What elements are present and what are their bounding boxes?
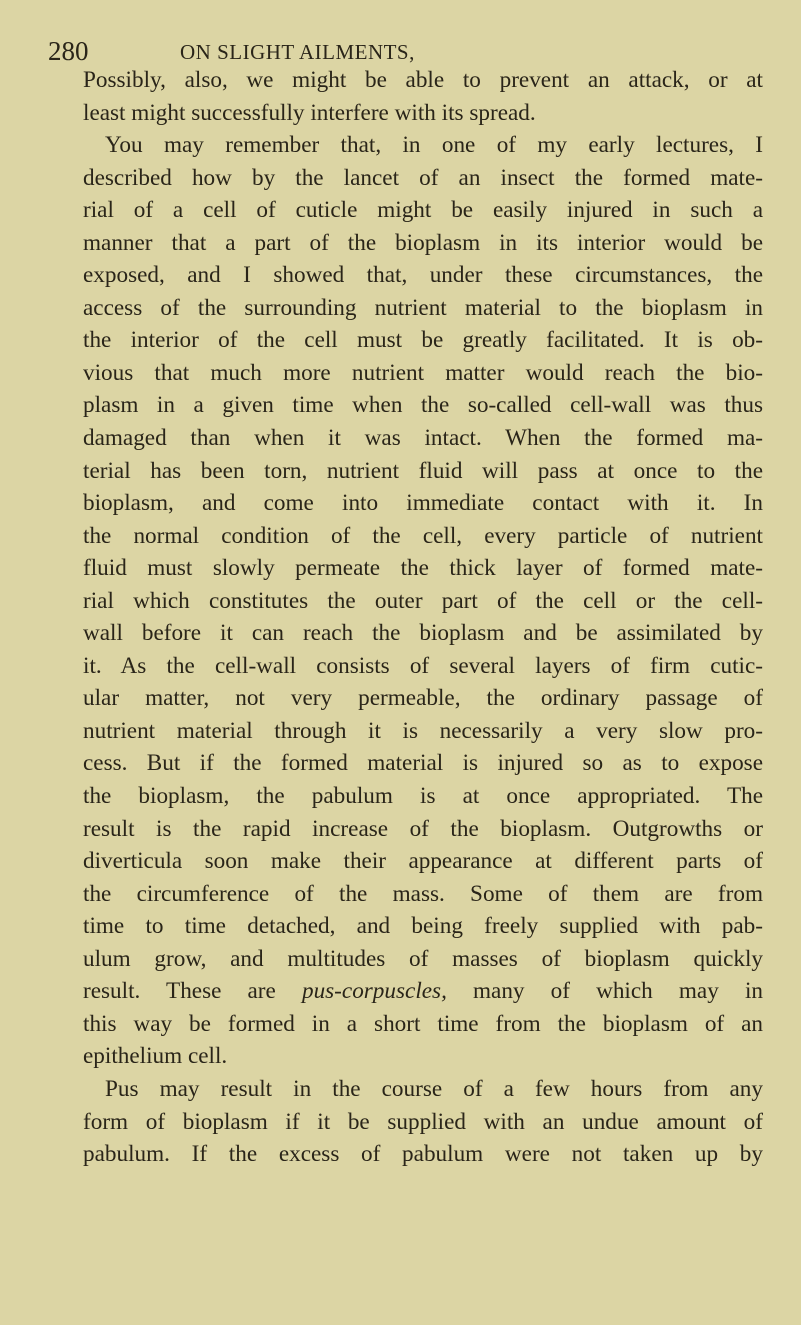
text-segment: the bioplasm, the pabulum is at once appropriated. The [83,783,763,810]
text-segment: epithelium cell. [83,1043,228,1070]
text-segment: ulum grow, and multitudes of masses of bioplasm quickly [83,945,763,972]
text-line [83,943,763,976]
text-line [83,422,763,455]
text-line [83,129,763,162]
text-segment: diverticula soon make their appearance at different parts of [83,848,763,875]
text-segment: time to time detached, and being freely supplied with pab- [83,913,763,940]
text-segment: result is the rapid increase of the bioplasm. Outgrowths or [83,815,763,842]
text-segment: many of which may in [446,978,763,1005]
text-line [83,747,763,780]
text-segment: Pus may result in the course of a few hours from any [105,1075,763,1102]
page-number: 280 [48,36,89,66]
text-line [83,552,763,585]
text-line [83,227,763,260]
text-segment: fluid must slowly permeate the thick layer of formed mate- [83,555,763,582]
text-segment: exposed, and I showed that, under these circumstances, the [83,262,763,289]
text-segment: it. As the cell-wall consists of several layers of firm cutic- [83,652,763,679]
text-line [83,324,763,357]
text-segment: this way be formed in a short time from the bioplasm of an [83,1010,763,1037]
text-line [83,162,763,195]
text-segment: Possibly, also, we might be able to prevent an attack, or at [83,67,763,93]
text-segment: the normal condition of the cell, every particle of nutrient [83,522,763,549]
text-line [83,585,763,618]
text-line [83,1106,763,1139]
text-line [83,878,763,911]
text-line [83,357,763,390]
text-segment: vious that much more nutrient matter would reach the bio- [83,359,763,386]
text-segment: result. These are [83,978,302,1005]
text-line [83,813,763,846]
text-line [83,194,763,227]
text-line [83,1073,763,1106]
text-segment: access of the surrounding nutrient material to the bioplasm in [83,294,763,321]
text-segment: wall before it can reach the bioplasm and be assimilated by [83,620,763,647]
text-segment: manner that a part of the bioplasm in its interior would be [83,229,763,256]
text-segment: pabulum. If the excess of pabulum were not taken up by [83,1141,763,1168]
text-line [83,97,763,130]
italic-term: pus-corpuscles, [301,978,447,1005]
text-segment: rial of a cell of cuticle might be easily injured in such a [83,197,763,224]
text-line [83,682,763,715]
text-segment: least might successfully interfere with its spread. [83,99,536,126]
text-line [83,780,763,813]
text-segment: the interior of the cell must be greatly facilitated. It is ob- [83,327,763,354]
text-segment: plasm in a given time when the so-called cell-wall was thus [83,392,763,419]
text-segment: damaged than when it was intact. When the formed ma- [83,425,763,452]
text-line [83,975,763,1008]
text-segment: bioplasm, and come into immediate contact with it. In [83,490,763,517]
text-line [83,389,763,422]
text-line [83,455,763,488]
text-line [83,650,763,683]
text-line [83,259,763,292]
text-segment: the circumference of the mass. Some of them are from [83,880,763,907]
text-line [83,1138,763,1171]
text-segment: ular matter, not very permeable, the ordinary passage of [83,685,763,712]
text-segment: terial has been torn, nutrient fluid will pass at once to the [83,457,763,484]
text-line [83,715,763,748]
text-line [83,1040,763,1073]
text-segment: rial which constitutes the outer part of the cell or the cell- [83,587,763,614]
text-segment: cess. But if the formed material is injured so as to expose [83,750,763,777]
text-segment: You may remember that, in one of my early lectures, I [105,132,763,159]
text-line [83,617,763,650]
text-line [83,520,763,553]
text-line [83,64,763,97]
running-title: ON SLIGHT AILMENTS, [180,40,415,64]
body-text [83,64,763,1171]
text-line [83,487,763,520]
text-segment: nutrient material through it is necessarily a very slow pro- [83,717,763,744]
text-line [83,292,763,325]
text-segment: described how by the lancet of an insect the formed mate- [83,164,763,191]
text-line [83,1008,763,1041]
text-line [83,845,763,878]
text-line [83,910,763,943]
text-segment: form of bioplasm if it be supplied with an undue amount of [83,1108,763,1135]
